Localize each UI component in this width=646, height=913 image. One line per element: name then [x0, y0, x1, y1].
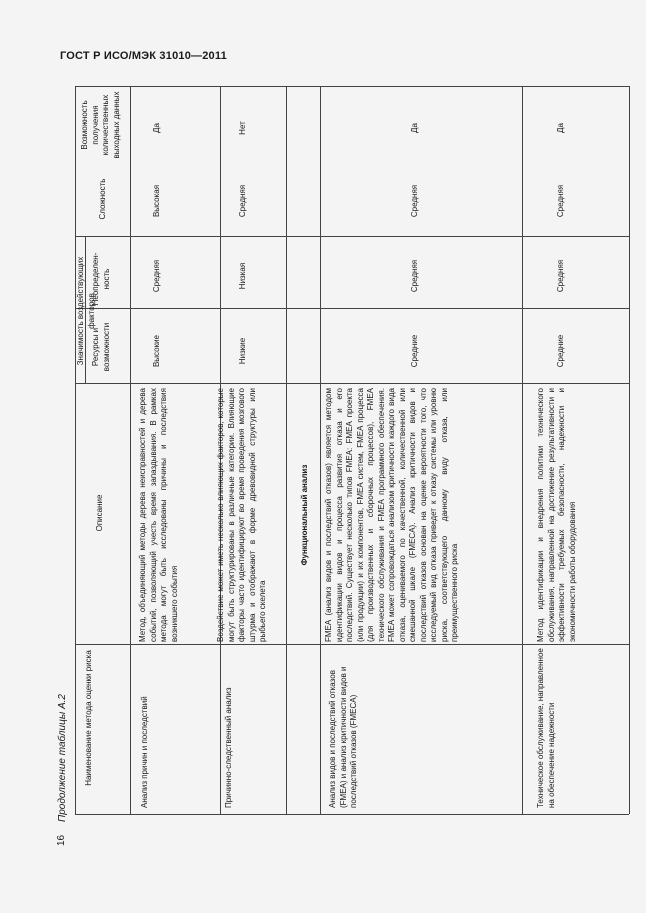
header-rule	[130, 86, 131, 814]
table-continuation-caption: Продолжение таблицы А.2	[57, 694, 68, 822]
row-rule	[286, 86, 287, 814]
table-border-left	[75, 86, 76, 814]
column-rule	[75, 644, 629, 645]
row-rule	[522, 86, 523, 814]
row-3-description: FMEA (анализ видов и последствий отказов) является методом идентификации видов и процесса развития отказа и его последствий. Существует несколько типов FMEA: FMEA проекта (или продукции) и их компонентов, FMEA систем, FMEA процесса (для производственных и сборочных процессов), FMEA технического обслуживания и FMEA программного обеспечения. FMEA может сопровождаться анализом критичности каждого вида отказа, оцениваемого по качественной, количественной или смешанной шкале (FMECA). Анализ критичности видов и последствий отказов основан на оценке вероятности того, что исследуемый вид отказа приведет к отказу системы или уровню риска, соответствующего данному виду отказа, или преимущественного риска	[324, 388, 459, 642]
row-2-complexity: Средняя	[238, 184, 247, 218]
row-1-description: Метод, объединяющий методы дерева неисправностей и дерева событий, позволяющий учесть время запаздывания. В рамках метода могут быть исследованы причины и последствия возникшего события	[138, 388, 179, 642]
header-resources: Ресурсы и возможности	[91, 322, 111, 372]
header-name: Наименование метода оценки риска	[84, 650, 93, 786]
row-3-name: Анализ видов и последствий отказов (FMEA) и анализ критичности видов и последствий отказов (FMECA)	[328, 666, 358, 808]
row-4-resources: Средние	[556, 334, 565, 368]
section-functional-analysis: Функциональный анализ	[300, 464, 309, 566]
header-complexity: Сложность	[98, 178, 107, 220]
row-1-complexity: Высокая	[152, 184, 161, 218]
row-3-complexity: Средняя	[410, 184, 419, 218]
row-3-quantitative: Да	[410, 123, 419, 133]
header-quantitative: Возможность получения количественных выходных данных	[80, 91, 121, 159]
row-1-uncertainty: Средняя	[152, 259, 161, 293]
row-2-name: Причинно-следственный анализ	[224, 687, 233, 808]
row-4-quantitative: Да	[556, 123, 565, 133]
header-description: Описание	[95, 494, 104, 532]
column-rule	[75, 308, 629, 309]
row-2-uncertainty: Низкая	[238, 262, 247, 290]
table-border-top	[75, 86, 629, 87]
row-2-description: Воздействие может иметь несколько влияющих факторов, которые могут быть структурированы в различные категории. Влияющие факторы часто идентифицируют во время проведения мозгового штурма и отображают в форме древовидной структуры или рыбьего скелета	[216, 388, 267, 642]
row-1-name: Анализ причин и последствий	[140, 696, 149, 808]
row-3-resources: Средние	[410, 334, 419, 368]
row-4-description: Метод идентификации и внедрения политики технического обслуживания, направленной на достижение результативности и эффективности требуемых безопасности, надежности и экономичности работы оборудования	[536, 388, 577, 642]
header-factors-group: Значимость воздействующих факторов	[76, 256, 96, 366]
row-2-quantitative: Нет	[238, 121, 247, 135]
row-1-quantitative: Да	[152, 123, 161, 133]
row-4-complexity: Средняя	[556, 184, 565, 218]
table-border-bottom	[75, 814, 629, 815]
row-1-resources: Высокие	[152, 334, 161, 368]
header-uncertainty: Неопределен-ность	[91, 252, 111, 306]
row-3-uncertainty: Средняя	[410, 259, 419, 293]
column-rule	[75, 236, 629, 237]
row-2-resources: Низкие	[238, 337, 247, 365]
row-4-uncertainty: Средняя	[556, 259, 565, 293]
standard-header: ГОСТ Р ИСО/МЭК 31010—2011	[60, 50, 227, 62]
row-4-name: Техническое обслуживание, направленное на обеспечение надежности	[536, 648, 556, 808]
table-border-right	[629, 86, 630, 814]
row-rule	[320, 86, 321, 814]
page-number: 16	[56, 834, 67, 846]
